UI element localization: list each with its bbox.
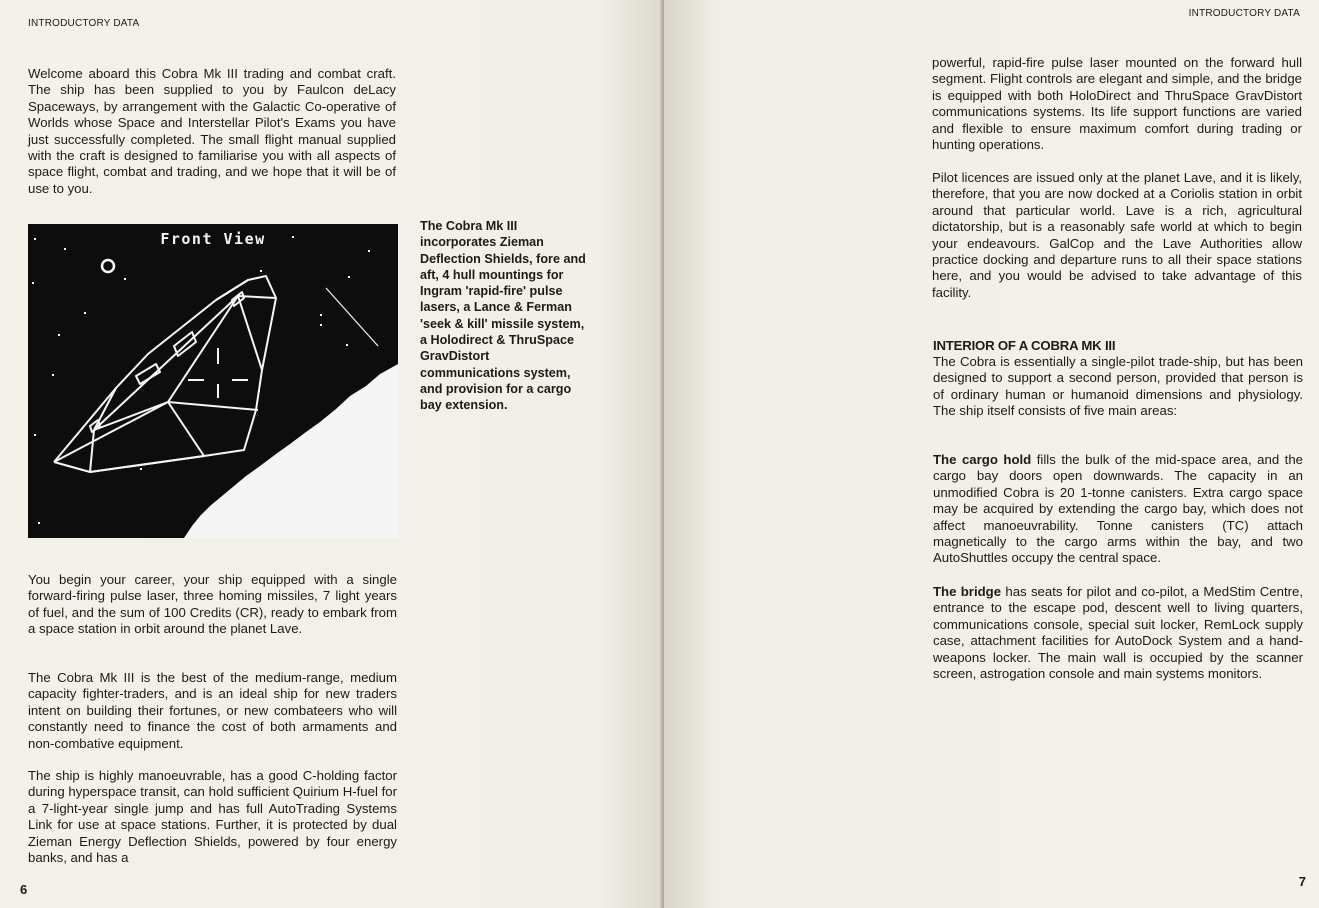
illustration-caption: The Cobra Mk III incorporates Zieman Deflection Shields, fore and aft, 4 hull mountings for Ingram 'rapid-fire' pulse lasers, a Lance & Ferman 'seek & kill' missile system, a Holodirect & ThruSpace GravDistort communications system, and provision for a cargo bay extension. <box>420 219 586 413</box>
running-head-right: INTRODUCTORY DATA <box>1188 8 1300 19</box>
bridge-lead: The bridge <box>933 584 1002 599</box>
ship-paragraph: The ship is highly manoeuvrable, has a good C-holding factor during hyperspace transit, can hold sufficient Quirium H-fuel for a 7-light-year single jump and has full AutoTrading Systems Link for use at space stations. Further, it is protected by dual Zieman Energy Deflection Shields, powered by four energy banks, and has a <box>28 768 397 866</box>
front-view-illustration <box>28 224 398 538</box>
front-view-screenshot <box>28 224 398 538</box>
cobra-ship-wireframe <box>54 276 276 472</box>
intro-paragraph: Welcome aboard this Cobra Mk III trading and combat craft. The ship has been supplied to you by Faulcon deLacy Spaceways, by arrangement with the Galactic Co-operative of Worlds whose Space and Interstellar Pilot's Exams you have just successfully completed. The small flight manual supplied with the craft is designed to familiarise you with all aspects of space flight, combat and trading, and we hope that it will be of use to you. <box>28 66 396 196</box>
planet-surface <box>184 364 398 538</box>
bridge-text: has seats for pilot and co-pilot, a MedStim Centre, entrance to the escape pod, descent well to living quarters, communications console, special suit locker, RemLock supply case, attachment facilities for AutoDock System and a hand-weapons locker. The main wall is occupied by the scanner screen, astrogation console and main systems monitors. <box>933 584 1303 682</box>
page-number-right: 7 <box>1298 874 1306 889</box>
cargo-hold-lead: The cargo hold <box>933 452 1032 467</box>
licences-paragraph: Pilot licences are issued only at the planet Lave, and it is likely, therefore, that you are now docked at a Coriolis station in orbit around that particular world. Lave is a rich, agricultural dictatorship, but is a reasonably safe world at which to begin your endeavours. GalCop and the Lave Authorities allow practice docking and departure runs to all their space stations here, and you would be advised to take advantage of this facility. <box>932 170 1302 300</box>
laser-paragraph: powerful, rapid-fire pulse laser mounted on the forward hull segment. Flight controls are elegant and simple, and the bridge is equipped with both HoloDirect and ThruSpace GravDistort communications systems. Its life support functions are varied and flexible to ensure maximum comfort during trading or hunting operations. <box>932 55 1302 153</box>
bridge-paragraph <box>933 584 1303 682</box>
cargo-hold-text: fills the bulk of the mid-space area, and the cargo bay doors open downwards. The capacity in an unmodified Cobra is 20 1-tonne canisters. Extra cargo space may be acquired by extending the cargo bay, which does not affect manoeuvrability. Tonne canisters (TC) attach magnetically to the cargo arms within the bay, and two AutoShuttles occupy the central space. <box>933 452 1304 566</box>
section-heading-interior: INTERIOR OF A COBRA MK III <box>933 338 1116 353</box>
planet-icon <box>102 260 114 272</box>
cargo-hold-paragraph <box>933 452 1303 567</box>
cobra-paragraph: The Cobra Mk III is the best of the medium-range, medium capacity fighter-traders, and is an ideal ship for new traders intent on building their fortunes, or new combateers who will constantly need to finance the cost of both armaments and non-combative equipment. <box>28 670 397 751</box>
interior-paragraph: The Cobra is essentially a single-pilot trade-ship, but has been designed to support a second person, provided that person is of ordinary human or humanoid dimensions and physiology. The ship itself consists of five main areas: <box>933 354 1303 419</box>
running-head-left: INTRODUCTORY DATA <box>28 18 140 29</box>
career-paragraph: You begin your career, your ship equipped with a single forward-firing pulse laser, three homing missiles, 7 light years of fuel, and the sum of 100 Credits (CR), ready to embark from a space station in orbit around the planet Lave. <box>28 572 397 637</box>
page-number-left: 6 <box>20 882 28 897</box>
screen-title: Front View <box>160 230 266 248</box>
